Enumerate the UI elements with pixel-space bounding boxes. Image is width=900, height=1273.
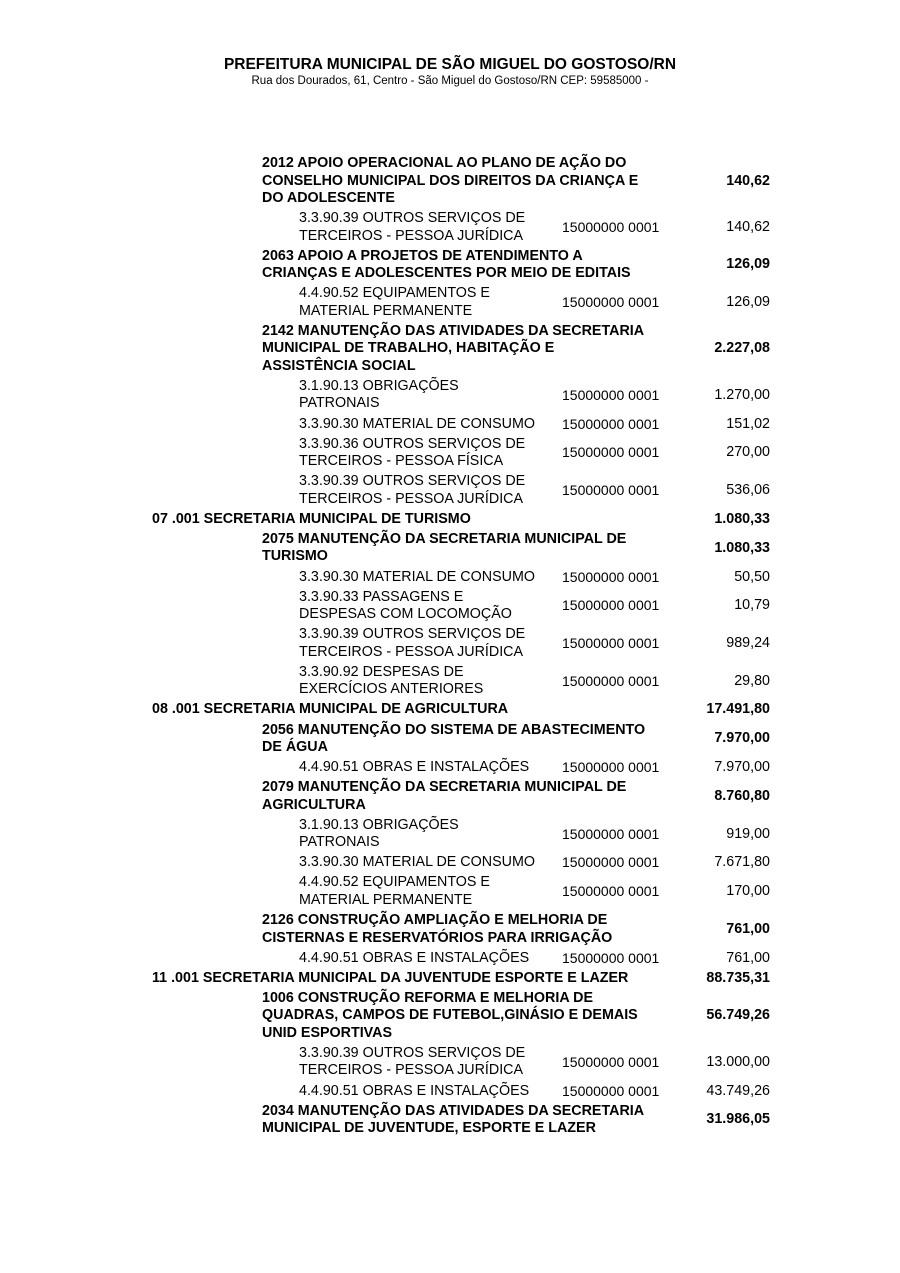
action-row xyxy=(0,155,900,208)
element-row xyxy=(0,589,900,624)
element-row xyxy=(0,1045,900,1080)
element-value: 43.749,26 xyxy=(706,1082,770,1099)
element-value: 270,00 xyxy=(726,444,770,461)
action-value: 140,62 xyxy=(726,172,770,189)
element-value: 13.000,00 xyxy=(706,1053,770,1070)
action-description: 2075 MANUTENÇÃO DA SECRETARIA MUNICIPAL DE TURISMO xyxy=(262,530,627,565)
element-description: 3.3.90.39 OUTROS SERVIÇOS DE TERCEIROS - PESSOA JURÍDICA xyxy=(299,210,526,244)
action-description: 2063 APOIO A PROJETOS DE ATENDIMENTO A CRIANÇAS E ADOLESCENTES POR MEIO DE EDITAIS xyxy=(262,247,631,282)
budget-table xyxy=(0,155,900,1140)
element-description: 3.3.90.36 OUTROS SERVIÇOS DE TERCEIROS - PESSOA FÍSICA xyxy=(299,435,526,470)
action-row xyxy=(0,1103,900,1138)
funding-source: 15000000 0001 xyxy=(562,1053,660,1070)
action-description: 2126 CONSTRUÇÃO AMPLIAÇÃO E MELHORIA DE CISTERNAS E RESERVATÓRIOS PARA IRRIGAÇÃO xyxy=(262,912,613,946)
element-row xyxy=(0,285,900,320)
element-row xyxy=(0,817,900,852)
funding-source: 15000000 0001 xyxy=(562,294,660,311)
unit-value: 17.491,80 xyxy=(706,701,770,718)
action-value: 31.986,05 xyxy=(706,1111,770,1128)
action-description: 2034 MANUTENÇÃO DAS ATIVIDADES DA SECRETARIA MUNICIPAL DE JUVENTUDE, ESPORTE E LAZER xyxy=(262,1102,645,1137)
element-row xyxy=(0,664,900,699)
element-description: 4.4.90.51 OBRAS E INSTALAÇÕES xyxy=(299,759,530,776)
element-value: 536,06 xyxy=(726,482,770,498)
action-row xyxy=(0,531,900,566)
funding-source: 15000000 0001 xyxy=(562,883,660,900)
element-value: 151,02 xyxy=(726,415,770,432)
action-value: 126,09 xyxy=(726,256,770,273)
element-row xyxy=(0,378,900,413)
action-description: 2142 MANUTENÇÃO DAS ATIVIDADES DA SECRETARIA MUNICIPAL DE TRABALHO, HABITAÇÃO E ASSISTÊNCIA SOCIAL xyxy=(262,322,645,374)
funding-source: 15000000 0001 xyxy=(562,218,660,235)
unit-row xyxy=(0,511,900,529)
element-value: 50,50 xyxy=(734,568,770,585)
element-value: 126,09 xyxy=(726,294,770,311)
element-value: 761,00 xyxy=(726,949,770,966)
funding-source: 15000000 0001 xyxy=(562,415,660,432)
funding-source: 15000000 0001 xyxy=(562,949,660,966)
unit-description: 11 .001 SECRETARIA MUNICIPAL DA JUVENTUDE ESPORTE E LAZER xyxy=(152,969,629,986)
page-title: PREFEITURA MUNICIPAL DE SÃO MIGUEL DO GOSTOSO/RN xyxy=(223,56,677,73)
element-row xyxy=(0,874,900,909)
element-row xyxy=(0,473,900,508)
element-row xyxy=(0,416,900,434)
element-value: 170,00 xyxy=(726,883,770,900)
unit-row xyxy=(0,970,900,988)
action-row xyxy=(0,722,900,757)
action-description: 2012 APOIO OPERACIONAL AO PLANO DE AÇÃO DO CONSELHO MUNICIPAL DOS DIREITOS DA CRIANÇA E DO ADOLESCENTE xyxy=(262,155,639,206)
element-description: 3.3.90.39 OUTROS SERVIÇOS DE TERCEIROS - PESSOA JURÍDICA xyxy=(299,626,526,660)
element-value: 7.970,00 xyxy=(714,759,770,776)
funding-source: 15000000 0001 xyxy=(562,482,660,498)
element-description: 3.3.90.30 MATERIAL DE CONSUMO xyxy=(299,415,535,432)
funding-source: 15000000 0001 xyxy=(562,597,660,614)
unit-description: 07 .001 SECRETARIA MUNICIPAL DE TURISMO xyxy=(152,510,471,527)
element-row xyxy=(0,950,900,968)
unit-value: 1.080,33 xyxy=(714,510,770,527)
unit-value: 88.735,31 xyxy=(706,969,770,986)
element-row xyxy=(0,1083,900,1101)
element-value: 29,80 xyxy=(734,672,770,689)
unit-row xyxy=(0,701,900,719)
address-line: Rua dos Dourados, 61, Centro - São Miguel do Gostoso/RN CEP: 59585000 - xyxy=(251,75,649,87)
action-description: 2079 MANUTENÇÃO DA SECRETARIA MUNICIPAL DE AGRICULTURA xyxy=(262,779,627,813)
action-row xyxy=(0,779,900,814)
action-value: 8.760,80 xyxy=(714,787,770,804)
action-row xyxy=(0,323,900,376)
element-description: 3.3.90.30 MATERIAL DE CONSUMO xyxy=(299,854,535,871)
action-description: 1006 CONSTRUÇÃO REFORMA E MELHORIA DE QUADRAS, CAMPOS DE FUTEBOL,GINÁSIO E DEMAIS UNID ESPORTIVAS xyxy=(262,989,638,1041)
element-description: 3.1.90.13 OBRIGAÇÕES PATRONAIS xyxy=(299,816,459,851)
element-description: 3.3.90.92 DESPESAS DE EXERCÍCIOS ANTERIORES xyxy=(299,663,484,698)
action-row xyxy=(0,990,900,1043)
element-description: 3.3.90.39 OUTROS SERVIÇOS DE TERCEIROS - PESSOA JURÍDICA xyxy=(299,1044,526,1079)
funding-source: 15000000 0001 xyxy=(562,672,660,689)
element-description: 4.4.90.51 OBRAS E INSTALAÇÕES xyxy=(299,949,530,966)
element-value: 10,79 xyxy=(734,597,770,614)
action-value: 761,00 xyxy=(726,920,770,937)
unit-description: 08 .001 SECRETARIA MUNICIPAL DE AGRICULTURA xyxy=(152,701,509,718)
element-row xyxy=(0,569,900,587)
element-value: 7.671,80 xyxy=(714,854,770,871)
action-row xyxy=(0,912,900,947)
element-row xyxy=(0,626,900,661)
funding-source: 15000000 0001 xyxy=(562,386,660,403)
element-value: 919,00 xyxy=(726,825,770,842)
element-description: 4.4.90.52 EQUIPAMENTOS E MATERIAL PERMANENTE xyxy=(299,874,490,908)
action-value: 2.227,08 xyxy=(714,340,770,357)
funding-source: 15000000 0001 xyxy=(562,568,660,585)
action-value: 56.749,26 xyxy=(706,1007,770,1024)
element-description: 4.4.90.51 OBRAS E INSTALAÇÕES xyxy=(299,1082,530,1099)
element-description: 3.3.90.39 OUTROS SERVIÇOS DE TERCEIROS - PESSOA JURÍDICA xyxy=(299,473,526,507)
element-row xyxy=(0,436,900,471)
element-row xyxy=(0,854,900,872)
element-description: 3.3.90.30 MATERIAL DE CONSUMO xyxy=(299,568,535,585)
funding-source: 15000000 0001 xyxy=(562,634,660,651)
funding-source: 15000000 0001 xyxy=(562,825,660,842)
element-row xyxy=(0,210,900,245)
element-description: 3.1.90.13 OBRIGAÇÕES PATRONAIS xyxy=(299,377,459,412)
element-row xyxy=(0,759,900,777)
element-value: 989,24 xyxy=(726,634,770,651)
funding-source: 15000000 0001 xyxy=(562,444,660,461)
funding-source: 15000000 0001 xyxy=(562,854,660,871)
funding-source: 15000000 0001 xyxy=(562,759,660,776)
action-value: 1.080,33 xyxy=(714,539,770,556)
element-value: 140,62 xyxy=(726,218,770,235)
action-value: 7.970,00 xyxy=(714,730,770,747)
action-row xyxy=(0,248,900,283)
action-description: 2056 MANUTENÇÃO DO SISTEMA DE ABASTECIMENTO DE ÁGUA xyxy=(262,721,646,755)
funding-source: 15000000 0001 xyxy=(562,1082,660,1099)
element-description: 3.3.90.33 PASSAGENS E DESPESAS COM LOCOMOÇÃO xyxy=(299,588,512,623)
element-description: 4.4.90.52 EQUIPAMENTOS E MATERIAL PERMANENTE xyxy=(299,285,490,319)
element-value: 1.270,00 xyxy=(714,386,770,403)
